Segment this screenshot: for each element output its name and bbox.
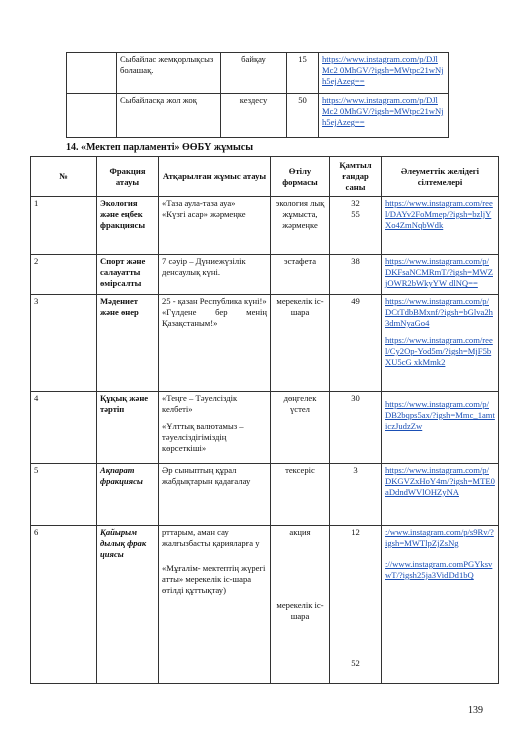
row-num: 4 [31,392,97,464]
table-row [67,94,449,138]
row-faction: Қайырым дылық фрак циясы [97,526,159,684]
table-row [67,53,449,94]
row-events [159,255,271,295]
count-value: 52 [351,658,360,668]
header-num: № [31,157,97,197]
event-text: «Мұғалім- мектептің жүрегі атты» мерекелік іс-шара өтілді құттықтау) [162,563,266,595]
header-participants: Қамтыл ғандар саны [330,157,382,197]
row-form: эстафета [271,255,330,295]
row-num: 1 [31,197,97,255]
event-text: «Теңге – Тәуелсіздік келбеті» [162,393,238,414]
row-faction: Экология және еңбек фракциясы [97,197,159,255]
row-links [382,464,499,526]
row-faction: Мәдениет және өнер [97,295,159,392]
top-row-link[interactable]: https://www.instagram.com/p/DJlMc2 0MhGV/?igsh=MWtpc21wNjh5ejAzeg== [319,53,449,94]
row-links [382,295,499,392]
row-counts [330,197,382,255]
row-num: 2 [31,255,97,295]
count-value: 38 [351,256,360,266]
row-counts [330,255,382,295]
row-links [382,197,499,255]
row-num: 3 [31,295,97,392]
page-number: 139 [468,705,483,716]
event-text: 25 - қазан Республика күні!» [162,296,267,306]
form-text: акция [289,527,311,537]
event-text: рттарым, аман сау жалғызбасты қарияларға у [162,527,260,548]
header-links: Әлеуметтік желідегі сілтемелері [382,157,499,197]
form-text: мерекелік іс-шара [276,600,324,621]
table-row [31,526,499,684]
table-row [31,464,499,526]
row-counts [330,295,382,392]
row-form: тексеріс [271,464,330,526]
top-row-place: кездесу [221,94,287,138]
row-events [159,464,271,526]
count-value: 3 [353,465,358,475]
count-value: 30 [351,393,360,403]
row-faction: Құқық және тәртіп [97,392,159,464]
row-form: дөңгелек үстел [271,392,330,464]
instagram-link[interactable]: https://www.instagram.com/p/DCtTdbBMxnf/?igsh=bGlva2h3dmNyaGo4 [385,296,493,328]
row-counts [330,464,382,526]
instagram-link[interactable]: https://www.instagram.com/reel/Cy2Op-Yod5m/?igsh=MjF5bXU5cG xkMmk2 [385,335,493,367]
count-value: 55 [351,209,360,219]
table-row [31,295,499,392]
table-row [31,392,499,464]
count-value: 12 [351,527,360,537]
row-counts [330,526,382,684]
row-events [159,526,271,684]
instagram-link[interactable]: https://www.instagram.com/reel/DAYv2FoMmep/?igsh=bzljYXo4ZmNqbWdk [385,198,493,230]
table-header-row [31,157,499,197]
instagram-link[interactable]: https://www.instagram.com/p/DB2bqps5ax/?igsh=Mmc_1amticzJudzZw [385,399,495,431]
row-faction: Ақпарат фракциясы [97,464,159,526]
top-row-count: 50 [287,94,319,138]
main-table [30,156,499,684]
row-links [382,392,499,464]
section-heading: 14. «Мектеп парламенті» ӨӨБҮ жұмысы [66,142,254,153]
row-events [159,392,271,464]
top-row-name: Сыбайлас жемқорлықсыз болашақ. [117,53,221,94]
event-text: «Күзгі асар» жәрмеңке [162,209,246,219]
header-faction: Фракция атауы [97,157,159,197]
instagram-link[interactable]: :/www.instagram.com/p/s9Rv/?igsh=MWTlpZjZsNg [385,527,494,548]
row-form: мерекелік іс-шара [271,295,330,392]
table-row [31,197,499,255]
top-row-name: Сыбайласқа жол жоқ [117,94,221,138]
top-row-count: 15 [287,53,319,94]
row-links [382,255,499,295]
event-text: 7 сәуір – Дүниежүзілік денсаулық күні. [162,256,246,277]
top-table [66,52,449,138]
header-events: Атқарылған жұмыс атауы [159,157,271,197]
row-events [159,197,271,255]
event-text: «Гүлдене бер менің Қазақстаным!» [162,307,267,328]
instagram-link[interactable]: ://www.instagram.comPGYksvwT/?igsh25ja3VidDd1bQ [385,559,493,580]
event-text: «Ұлттық валютамыз – тәуелсіздігіміздің көрсеткіші» [162,421,244,453]
row-form [271,526,330,684]
table-row [31,255,499,295]
top-row-place: байқау [221,53,287,94]
instagram-link[interactable]: https://www.instagram.com/p/DKFsaNCMRmT/?igsh=MWZjOWR2bWkyYW dlNQ== [385,256,493,288]
row-form: экология лық жұмыста, жәрмеңке [271,197,330,255]
header-form: Өтілу формасы [271,157,330,197]
row-events [159,295,271,392]
instagram-link[interactable]: https://www.instagram.com/p/DKGVZxHoY4m/?igsh=MTE0aDdndWVlOHZyNA [385,465,495,497]
count-value: 32 [351,198,360,208]
event-text: Әр сыныптың құрал жабдықтарын қадағалау [162,465,251,486]
row-faction: Спорт және салауатты өмірсалты [97,255,159,295]
row-links [382,526,499,684]
row-counts [330,392,382,464]
row-num: 5 [31,464,97,526]
top-row-link[interactable]: https://www.instagram.com/p/DJlMc2 0MhGV/?igsh=MWtpc21wNjh5ejAzeg== [319,94,449,138]
row-num: 6 [31,526,97,684]
event-text: «Таза аула-таза ауа» [162,198,236,208]
count-value: 49 [351,296,360,306]
